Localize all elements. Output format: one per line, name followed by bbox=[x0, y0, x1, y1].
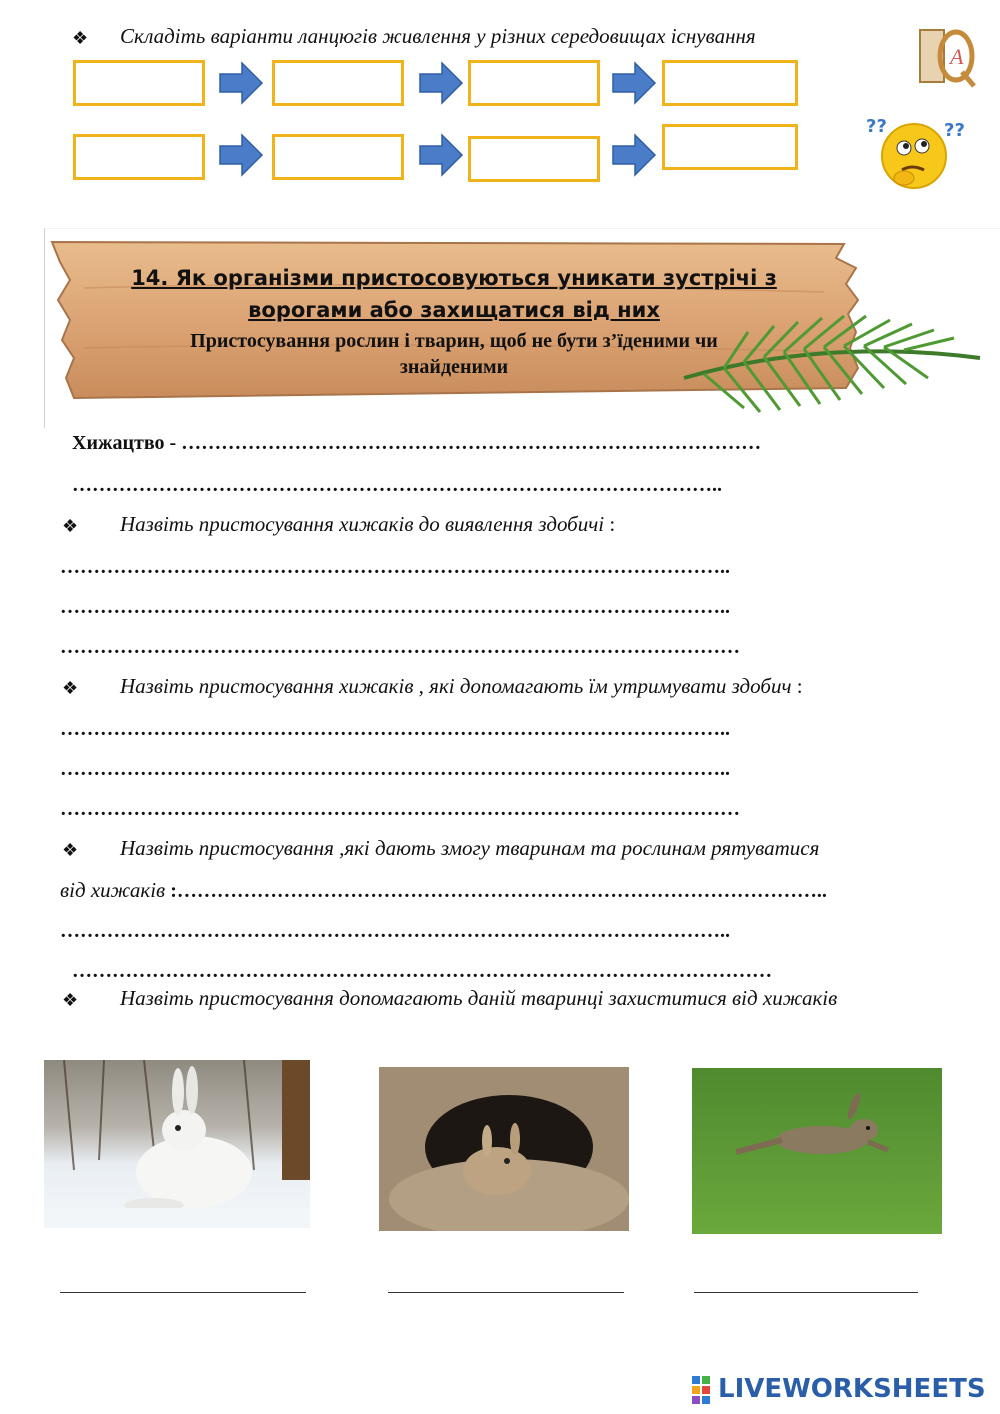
banner-title-line1: 14. Як організми пристосовуються уникати зустрічі з bbox=[131, 266, 777, 290]
q1-answer-line[interactable]: ………………………………………………………………………………………… bbox=[60, 636, 740, 658]
thinking-smiley-icon bbox=[862, 112, 972, 192]
q2-text: Назвіть пристосування хижаків , які допомагають їм утримувати здобич bbox=[120, 674, 792, 698]
q1-answer-line[interactable]: ……………………………………………………………………………………….. bbox=[60, 556, 730, 578]
predation-answer-dots-2[interactable]: …………………………………………………………………………………….. bbox=[72, 474, 722, 496]
q3-answer-line[interactable]: …………………………………………………………………………………………… bbox=[72, 960, 772, 982]
arrow-right-icon bbox=[611, 132, 657, 178]
task1-instruction: Складіть варіанти ланцюгів живлення у різних середовищах існування bbox=[120, 24, 756, 48]
bullet-icon: ❖ bbox=[62, 990, 79, 1010]
arrow-right-icon bbox=[611, 60, 657, 106]
white-hare-in-snow-photo bbox=[44, 1060, 310, 1228]
bullet-icon: ❖ bbox=[72, 28, 89, 48]
bullet-icon: ❖ bbox=[62, 840, 79, 860]
q1-text: Назвіть пристосування хижаків до виявлення здобичі bbox=[120, 512, 605, 536]
rabbit-in-burrow-photo bbox=[379, 1067, 629, 1231]
svg-text:??: ?? bbox=[944, 120, 965, 141]
chain-box-1-4[interactable] bbox=[662, 60, 798, 106]
chain-box-2-1[interactable] bbox=[73, 134, 205, 180]
chain-box-1-3[interactable] bbox=[468, 60, 600, 106]
predation-line bbox=[72, 432, 761, 455]
banner-title-line2: ворогами або захищатися від них bbox=[248, 298, 660, 322]
arrow-right-icon bbox=[218, 60, 264, 106]
q2-answer-line[interactable]: ……………………………………………………………………………………….. bbox=[60, 718, 730, 740]
liveworksheets-logo bbox=[692, 1376, 992, 1406]
liveworksheets-logo-icon bbox=[692, 1376, 720, 1404]
q3-answer-line[interactable]: ……………………………………………………………………………………….. bbox=[60, 920, 730, 942]
svg-text:??: ?? bbox=[866, 116, 887, 137]
q3-answer-dots[interactable]: :…………………………………………………………………………………….. bbox=[165, 880, 827, 902]
arrow-right-icon bbox=[418, 60, 464, 106]
predation-answer-dots[interactable]: …………………………………………………………………………… bbox=[181, 432, 762, 454]
topic-banner bbox=[44, 228, 1000, 428]
chain-box-2-4[interactable] bbox=[662, 124, 798, 170]
ornamental-logo-icon bbox=[916, 24, 978, 88]
q2-question bbox=[120, 674, 803, 699]
chain-box-2-3[interactable] bbox=[468, 136, 600, 182]
burrow-answer-line[interactable] bbox=[388, 1292, 624, 1293]
arrow-right-icon bbox=[218, 132, 264, 178]
arrow-right-icon bbox=[418, 132, 464, 178]
chain-box-1-1[interactable] bbox=[73, 60, 205, 106]
banner-subtitle-line2: знайденими bbox=[399, 356, 509, 378]
wood-plank-icon bbox=[44, 228, 1000, 428]
hare-answer-line[interactable] bbox=[60, 1292, 306, 1293]
q2-answer-line[interactable]: ……………………………………………………………………………………….. bbox=[60, 758, 730, 780]
q3-question-line1: Назвіть пристосування ,які дають змогу тваринам та рослинам рятуватися bbox=[120, 836, 820, 860]
banner-subtitle-line1: Пристосування рослин і тварин, щоб не бути з’їденими чи bbox=[190, 330, 718, 352]
running-answer-line[interactable] bbox=[694, 1292, 918, 1293]
q3-text-line2: від хижаків bbox=[60, 878, 166, 902]
q1-answer-line[interactable]: ……………………………………………………………………………………….. bbox=[60, 596, 730, 618]
predation-label: Хижацтво - bbox=[72, 432, 182, 454]
chain-box-2-2[interactable] bbox=[272, 134, 404, 180]
q1-suffix: : bbox=[604, 512, 616, 536]
svg-text:A: A bbox=[950, 44, 964, 69]
q2-suffix: : bbox=[791, 674, 803, 698]
q2-answer-line[interactable]: ………………………………………………………………………………………… bbox=[60, 798, 740, 820]
q4-question: Назвіть пристосування допомагають даній тваринці захиститися від хижаків bbox=[120, 986, 838, 1010]
running-hare-photo bbox=[692, 1068, 942, 1234]
bullet-icon: ❖ bbox=[62, 516, 79, 536]
q3-question-line2 bbox=[60, 878, 930, 903]
liveworksheets-brand-text: LIVEWORKSHEETS bbox=[718, 1374, 986, 1404]
bullet-icon: ❖ bbox=[62, 678, 79, 698]
q1-question bbox=[120, 512, 615, 537]
chain-box-1-2[interactable] bbox=[272, 60, 404, 106]
